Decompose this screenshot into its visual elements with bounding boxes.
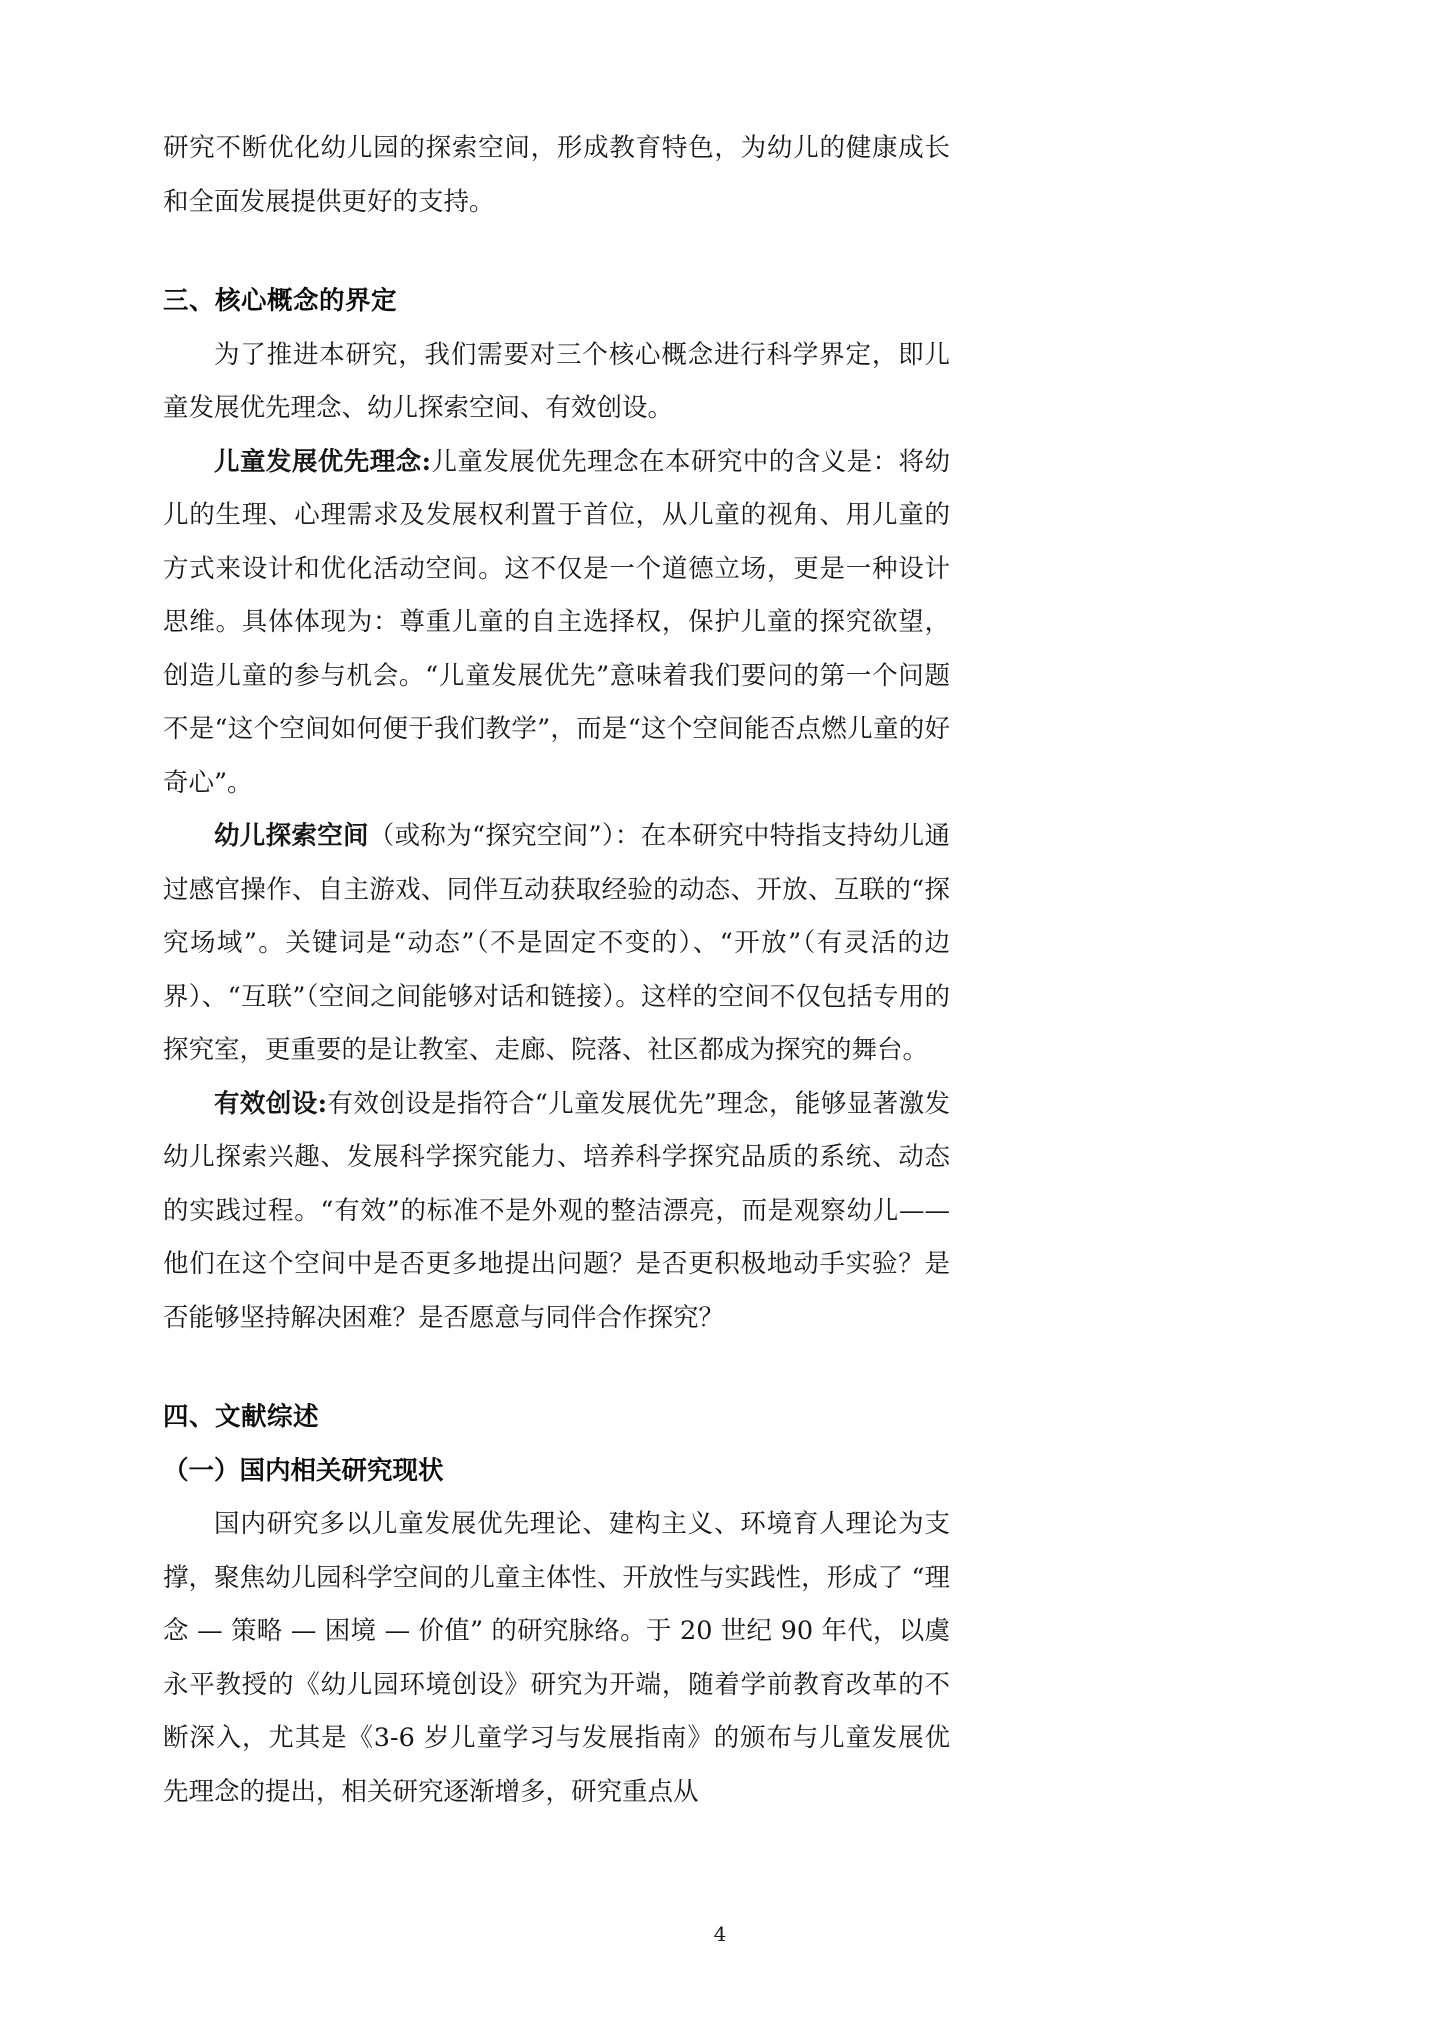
- page-number: 4: [713, 1922, 727, 1946]
- spacer: [163, 229, 950, 275]
- term-body-exploration-space: （或称为“探究空间”）：在本研究中特指支持幼儿通过感官操作、自主游戏、同伴互动获取经验的动态、开放、互联的“探究场域”。关键词是“动态”（不是固定不变的）、“开放”（有灵活的边界）、“互联”（空间之间能够对话和链接）。这样的空间不仅包括专用的探究室，更重要的是让教室、走廊、院落、社区都成为探究的舞台。: [163, 821, 950, 1065]
- paragraph-domestic-research-body: 国内研究多以儿童发展优先理论、建构主义、环境育人理论为支撑，聚焦幼儿园科学空间的儿童主体性、开放性与实践性，形成了 “理念 — 策略 — 困境 — 价值” 的研究脉络。于 20 世纪 90 年代，以虞永平教授的《幼儿园环境创设》研究为开端，随着学前教育改革的不断深入，尤其是《3-6 岁儿童学习与发展指南》的颁布与儿童发展优先理念的提出，相关研究逐渐增多，研究重点从: [163, 1509, 950, 1807]
- term-body-effective-creation: 有效创设是指符合“儿童发展优先”理念，能够显著激发幼儿探索兴趣、发展科学探究能力、培养科学探究品质的系统、动态的实践过程。“有效”的标准不是外观的整洁漂亮，而是观察幼儿——他们在这个空间中是否更多地提出问题？是否更积极地动手实验？是否能够坚持解决困难？是否愿意与同伴合作探究？: [163, 1088, 950, 1333]
- paragraph-concept-exploration-space: [163, 810, 950, 1078]
- paragraph-section-three-intro: 为了推进本研究，我们需要对三个核心概念进行科学界定，即儿童发展优先理念、幼儿探索空间、有效创设。: [163, 339, 950, 423]
- term-body-child-development-priority: 儿童发展优先理念在本研究中的含义是：将幼儿的生理、心理需求及发展权利置于首位，从儿童的视角、用儿童的方式来设计和优化活动空间。这不仅是一个道德立场，更是一种设计思维。具体体现为：尊重儿童的自主选择权，保护儿童的探究欲望，创造儿童的参与机会。“儿童发展优先”意味着我们要问的第一个问题不是“这个空间如何便于我们教学”，而是“这个空间能否点燃儿童的好奇心”。: [163, 446, 950, 798]
- section-heading-three: 三、核心概念的界定: [163, 286, 398, 316]
- term-label-effective-creation: 有效创设:: [214, 1088, 328, 1119]
- spacer: [163, 1345, 950, 1391]
- paragraph-continuation: 研究不断优化幼儿园的探索空间，形成教育特色，为幼儿的健康成长和全面发展提供更好的支持。: [163, 133, 950, 217]
- page-content: [163, 122, 950, 1819]
- term-label-child-development-priority: 儿童发展优先理念:: [214, 446, 432, 477]
- subsection-heading-domestic-research: （一）国内相关研究现状: [163, 1455, 444, 1486]
- paragraph-concept-effective-creation: [163, 1078, 950, 1346]
- section-heading-four: 四、文献综述: [163, 1402, 320, 1432]
- term-label-exploration-space: 幼儿探索空间: [214, 821, 369, 851]
- paragraph-concept-child-development-priority: [163, 436, 950, 811]
